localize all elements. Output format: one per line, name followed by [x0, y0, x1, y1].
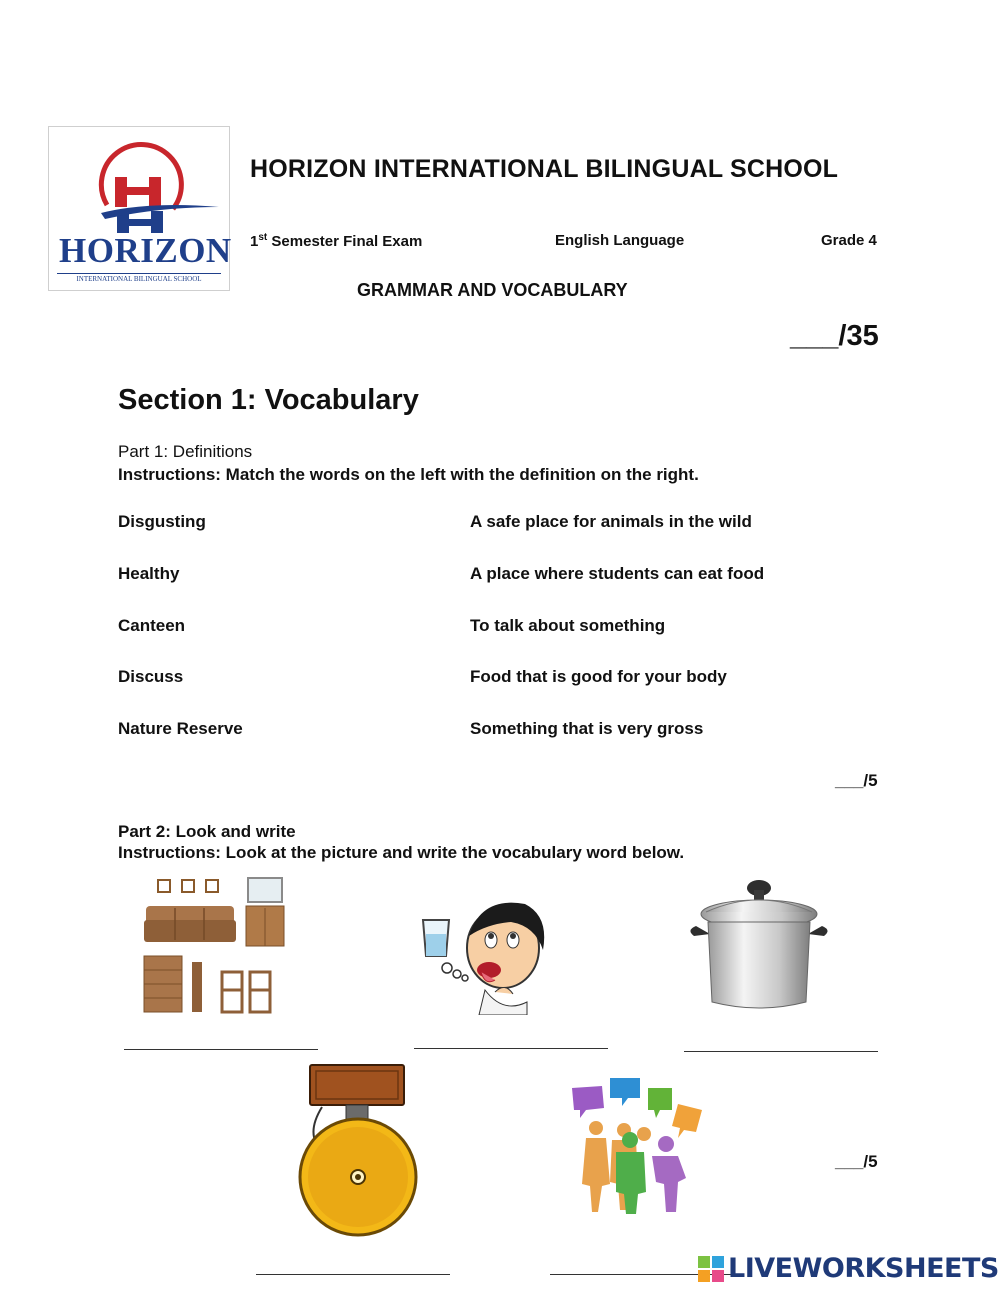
total-score: ___/35 [790, 320, 879, 352]
section-title: Section 1: Vocabulary [118, 384, 419, 416]
match-word[interactable]: Discuss [118, 667, 184, 686]
exam-title-text: Semester Final Exam [267, 233, 423, 250]
disgusted-boy-picture [415, 890, 555, 1015]
logo-text: HORIZON [59, 231, 232, 270]
part2-score: ___/5 [835, 1152, 878, 1171]
match-definition[interactable]: A safe place for animals in the wild [470, 512, 752, 531]
furniture-picture [140, 876, 290, 1016]
part1-instructions: Instructions: Match the words on the left with the definition on the right. [118, 465, 699, 484]
answer-line[interactable] [256, 1274, 450, 1275]
match-definition[interactable]: Food that is good for your body [470, 667, 727, 686]
part1-title: Part 1: Definitions [118, 442, 253, 461]
part1-score: ___/5 [835, 771, 878, 790]
answer-line[interactable] [414, 1048, 608, 1049]
cooking-pot-picture [686, 878, 831, 1013]
school-bell-picture [296, 1063, 422, 1241]
exam-ordinal: 1 [250, 233, 259, 250]
exam-title [250, 232, 422, 250]
people-discussing-picture [566, 1074, 716, 1214]
school-name: HORIZON INTERNATIONAL BILINGUAL SCHOOL [250, 155, 839, 183]
subject: English Language [555, 232, 685, 249]
answer-line[interactable] [684, 1051, 878, 1052]
logo-subtext: INTERNATIONAL BILINGUAL SCHOOL [57, 273, 221, 283]
answer-line[interactable] [124, 1049, 318, 1050]
match-word[interactable]: Canteen [118, 616, 186, 635]
match-definition[interactable]: A place where students can eat food [470, 564, 765, 583]
exam-ordinal-suffix: st [258, 232, 268, 243]
match-definition[interactable]: To talk about something [470, 616, 666, 635]
match-word[interactable]: Nature Reserve [118, 719, 243, 738]
match-definition[interactable]: Something that is very gross [470, 719, 704, 738]
match-word[interactable]: Disgusting [118, 512, 206, 531]
liveworksheets-logo-icon [698, 1256, 724, 1282]
part2-instructions: Instructions: Look at the picture and write the vocabulary word below. [118, 843, 685, 862]
watermark-text: LIVEWORKSHEETS [728, 1253, 999, 1284]
section-heading: GRAMMAR AND VOCABULARY [357, 280, 628, 300]
grade: Grade 4 [821, 232, 877, 249]
school-logo [48, 126, 230, 291]
liveworksheets-watermark [698, 1253, 999, 1284]
part2-title: Part 2: Look and write [118, 822, 296, 841]
match-word[interactable]: Healthy [118, 564, 180, 583]
